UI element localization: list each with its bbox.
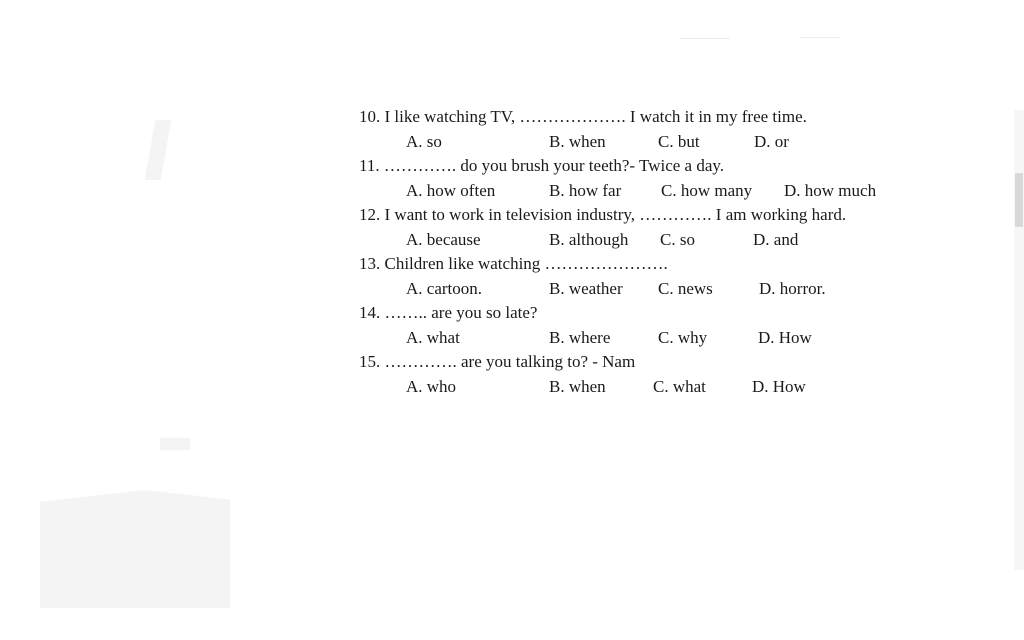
option-a: A. what <box>406 327 460 347</box>
question-15: 15. …………. are you talking to? - Nam <box>359 352 636 371</box>
option-c: C. news <box>658 278 713 298</box>
option-b: B. when <box>549 376 606 396</box>
option-d: D. How <box>758 327 812 347</box>
scrollbar-thumb[interactable] <box>1015 173 1023 227</box>
options-11 <box>359 179 919 204</box>
question-14: 14. …….. are you so late? <box>359 303 538 322</box>
scan-artifact <box>145 120 172 180</box>
scan-artifact <box>160 438 190 450</box>
option-a: A. who <box>406 376 457 396</box>
options-14 <box>359 326 919 351</box>
option-d: D. how much <box>784 180 877 200</box>
option-d: D. or <box>754 131 789 151</box>
option-c: C. how many <box>661 180 753 200</box>
option-c: C. so <box>660 229 695 249</box>
option-c: C. why <box>658 327 708 347</box>
question-10: 10. I like watching TV, ………………. I watch it in my free time. <box>359 107 807 126</box>
option-a: A. cartoon. <box>406 278 483 298</box>
option-a: A. so <box>406 131 442 151</box>
option-b: B. where <box>549 327 611 347</box>
option-b: B. when <box>549 131 606 151</box>
question-12: 12. I want to work in television industry, …………. I am working hard. <box>359 205 847 224</box>
scan-line <box>800 37 840 38</box>
options-13 <box>359 277 919 302</box>
scan-line <box>680 38 730 39</box>
option-b: B. weather <box>549 278 623 298</box>
option-a: A. how often <box>406 180 496 200</box>
question-11: 11. …………. do you brush your teeth?- Twice a day. <box>359 156 725 175</box>
option-a: A. because <box>406 229 481 249</box>
option-d: D. How <box>752 376 806 396</box>
option-c: C. what <box>653 376 706 396</box>
options-12 <box>359 228 919 253</box>
option-d: D. horror. <box>759 278 826 298</box>
exercise-document <box>359 105 919 399</box>
question-13: 13. Children like watching …………………. <box>359 254 668 273</box>
option-c: C. but <box>658 131 700 151</box>
options-10 <box>359 130 919 155</box>
option-b: B. how far <box>549 180 622 200</box>
scan-artifact <box>40 490 230 608</box>
options-15 <box>359 375 919 400</box>
option-b: B. although <box>549 229 629 249</box>
option-d: D. and <box>753 229 799 249</box>
